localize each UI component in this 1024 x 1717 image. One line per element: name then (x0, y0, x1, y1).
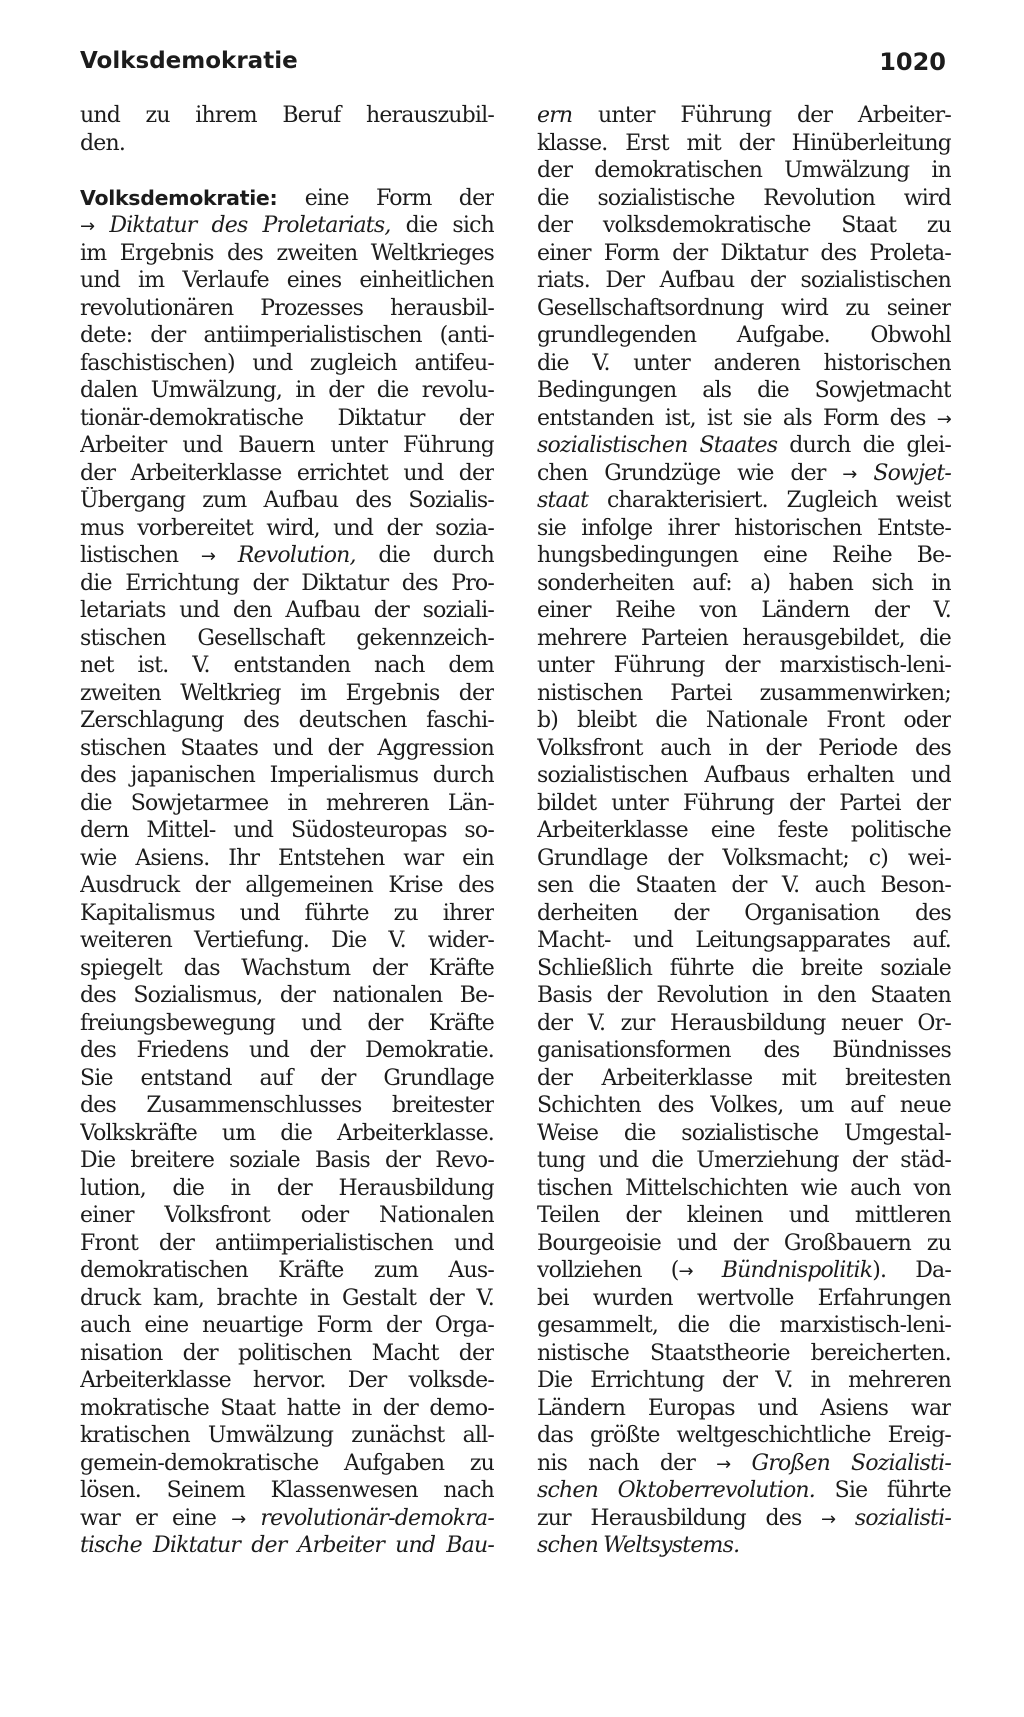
text-line: dern Mittel- und Südosteuropas so- (80, 818, 494, 843)
text-line: die V. unter anderen historischen (537, 350, 951, 376)
text-line: freiungsbewegung und der Kräfte (80, 1010, 494, 1036)
text-line: und zu ihrem Beruf herauszubil- (80, 103, 494, 128)
cross-reference-arrow-icon: → (936, 408, 951, 430)
text-line: druck kam, brachte in Gestalt der V. (80, 1285, 494, 1311)
text-line: nisation der politischen Macht der (80, 1340, 494, 1366)
text-line: wie Asiens. Ihr Entstehen war ein (80, 845, 494, 871)
cross-reference-term: Diktatur des Proletariats, (109, 213, 391, 238)
text-line: Arbeiterklasse eine feste politische (537, 818, 951, 843)
text-segment (693, 1258, 722, 1283)
text-line: dalen Umwälzung, in der die revolu- (80, 378, 494, 403)
text-line: einer Form der Diktatur des Proleta- (537, 240, 951, 266)
text-line: der V. zur Herausbildung neuer Or- (537, 1010, 951, 1036)
text-line: tung und die Umerziehung der städ- (537, 1148, 951, 1173)
text-segment: entstanden ist, ist sie als Form des (537, 405, 937, 431)
text-line: Schichten des Volkes, um auf neue (537, 1093, 951, 1118)
cross-reference-term: ern (537, 103, 573, 128)
text-line: Schließlich führte die breite soziale (537, 955, 951, 981)
text-line: Teilen der kleinen und mittleren (537, 1203, 951, 1228)
text-line: weiteren Vertiefung. Die V. wider- (80, 928, 494, 953)
cross-reference-term: Großen Sozialisti- (751, 1450, 951, 1476)
text-segment (215, 543, 238, 568)
text-line: dete: der antiimperialistischen (anti- (80, 323, 494, 348)
text-line: net ist. V. entstanden nach dem (80, 653, 494, 678)
cross-reference-term: tische Diktatur der Arbeiter und Bau- (80, 1533, 494, 1558)
text-line: tischen Mittelschichten wie auch von (537, 1175, 951, 1201)
text-line: Macht- und Leitungsapparates auf. (537, 928, 951, 953)
paragraph-gap (80, 157, 494, 185)
text-line (80, 185, 494, 213)
cross-reference-arrow-icon: → (821, 1508, 836, 1530)
text-line: ganisationsformen des Bündnisses (537, 1038, 951, 1063)
text-line: lösen. Seinem Klassenwesen nach (80, 1478, 494, 1503)
text-line: Bedingungen als die Sowjetmacht (537, 378, 951, 403)
text-line: klasse. Erst mit der Hinüberleitung (537, 130, 951, 156)
text-line: revolutionären Prozesses herausbil- (80, 295, 494, 321)
text-line: den. (80, 130, 126, 156)
text-line: die Sowjetarmee in mehreren Län- (80, 790, 494, 816)
page-header (80, 48, 946, 84)
text-line: bildet unter Führung der Partei der (537, 790, 951, 816)
text-line: gemein-demokratische Aufgaben zu (80, 1450, 494, 1476)
text-segment: eine Form der (277, 185, 494, 211)
text-line (80, 542, 494, 570)
text-segment: listischen (80, 543, 201, 568)
text-line: sozialistischen Aufbaus erhalten und (537, 763, 951, 788)
text-line (537, 432, 951, 460)
left-text-column (80, 102, 494, 1560)
text-line: grundlegenden Aufgabe. Obwohl (537, 323, 951, 348)
text-line: Bourgeoisie und der Großbauern zu (537, 1230, 951, 1256)
text-line: Weise die sozialistische Umgestal- (537, 1120, 951, 1146)
text-segment: durch die glei- (777, 433, 951, 458)
text-line (537, 460, 951, 488)
text-line: Kapitalismus und führte zu ihrer (80, 900, 494, 926)
text-line: des Friedens und der Demokratie. (80, 1038, 494, 1063)
text-line: Die Errichtung der V. in mehreren (537, 1368, 951, 1393)
text-segment: Sie führte (814, 1478, 951, 1503)
text-line: b) bleibt die Nationale Front oder (537, 708, 951, 733)
text-line: Ausdruck der allgemeinen Krise des (80, 873, 494, 898)
text-segment: charakterisiert. Zugleich weist (588, 488, 951, 513)
text-line: zweiten Weltkrieg im Ergebnis der (80, 680, 494, 706)
text-line: nistische Staatstheorie bereicherten. (537, 1340, 951, 1366)
cross-reference-term: Revolution, (237, 543, 356, 568)
text-line (537, 405, 951, 433)
text-line (80, 212, 494, 240)
text-line (537, 102, 951, 130)
text-line: Volksfront auch in der Periode des (537, 735, 951, 761)
cross-reference-arrow-icon: → (842, 463, 857, 485)
text-segment: die sich (390, 213, 494, 238)
right-text-column (537, 102, 951, 1560)
text-line: Arbeiter und Bauern unter Führung (80, 433, 494, 458)
text-segment (94, 213, 109, 238)
text-line: nistischen Partei zusammenwirken; (537, 680, 951, 706)
text-segment: ). Da- (872, 1258, 951, 1283)
text-segment (857, 461, 874, 486)
text-line: der Arbeiterklasse errichtet und der (80, 460, 494, 486)
text-line: und im Verlaufe eines einheitlichen (80, 268, 494, 293)
cross-reference-term: sozialisti- (854, 1505, 951, 1531)
text-line: stischen Staates und der Aggression (80, 735, 494, 761)
text-line: Gesellschaftsordnung wird zu seiner (537, 295, 951, 321)
text-line: stischen Gesellschaft gekennzeich- (80, 625, 494, 651)
text-segment: vollziehen ( (537, 1258, 679, 1283)
text-line: des Zusammenschlusses breitester (80, 1093, 494, 1118)
text-line: Grundlage der Volksmacht; c) wei- (537, 845, 951, 871)
text-line: hungsbedingungen eine Reihe Be- (537, 543, 951, 568)
cross-reference-term: staat (537, 488, 589, 513)
text-line: sonderheiten auf: a) haben sich in (537, 570, 951, 596)
text-line: Volkskräfte um die Arbeiterklasse. (80, 1120, 494, 1146)
text-line (80, 1532, 494, 1560)
cross-reference-term: Bündnispolitik (721, 1258, 873, 1283)
text-line: sie infolge ihrer historischen Entste- (537, 515, 951, 541)
text-segment: nis nach der (537, 1450, 717, 1476)
text-line: tionär-demokratische Diktatur der (80, 405, 494, 431)
text-line: Front der antiimperialistischen und (80, 1230, 494, 1256)
text-line: riats. Der Aufbau der sozialistischen (537, 268, 951, 293)
text-line: kratischen Umwälzung zunächst all- (80, 1423, 494, 1448)
cross-reference-term: sozialistischen Staates (537, 433, 778, 458)
text-line: sen die Staaten der V. auch Beson- (537, 873, 951, 898)
text-line: gesammelt, die die marxistisch-leni- (537, 1313, 951, 1338)
text-segment: chen Grundzüge wie der (537, 460, 843, 486)
text-line: unter Führung der marxistisch-leni- (537, 653, 951, 678)
entry-headword: Volksdemokratie: (80, 185, 278, 210)
text-line: derheiten der Organisation des (537, 900, 951, 926)
text-line: Ländern Europas und Asiens war (537, 1395, 951, 1421)
text-line: das größte weltgeschichtliche Ereig- (537, 1423, 951, 1448)
text-line: im Ergebnis des zweiten Weltkrieges (80, 240, 494, 266)
text-line: Zerschlagung des deutschen faschi- (80, 708, 494, 733)
text-line: der volksdemokratische Staat zu (537, 213, 951, 238)
text-line (537, 1505, 951, 1533)
text-line: einer Reihe von Ländern der V. (537, 598, 951, 623)
text-line (537, 1450, 951, 1478)
text-line: der demokratischen Umwälzung in (537, 158, 951, 183)
text-segment (835, 1506, 855, 1531)
text-line (537, 1257, 951, 1285)
text-line: letariats und den Aufbau der soziali- (80, 598, 494, 623)
page-number: 1020 (879, 48, 946, 76)
text-segment (245, 1506, 260, 1531)
cross-reference-arrow-icon: → (200, 546, 216, 567)
text-line: Arbeiterklasse hervor. Der volksde- (80, 1368, 494, 1393)
text-line: auch eine neuartige Form der Orga- (80, 1313, 494, 1338)
text-line: Sie entstand auf der Grundlage (80, 1065, 494, 1091)
cross-reference-term: schen Oktoberrevolution. (537, 1478, 815, 1503)
text-line: mehrere Parteien herausgebildet, die (537, 625, 951, 651)
text-line: der Arbeiterklasse mit breitesten (537, 1065, 951, 1091)
cross-reference-term: revolutionär-demokra- (260, 1505, 494, 1531)
text-line: mokratische Staat hatte in der demo- (80, 1395, 494, 1421)
cross-reference-arrow-icon: → (678, 1261, 693, 1282)
text-line: Die breitere soziale Basis der Revo- (80, 1148, 494, 1173)
text-segment: unter Führung der Arbeiter- (572, 103, 951, 128)
running-head-term: Volksdemokratie (80, 48, 298, 74)
text-line: spiegelt das Wachstum der Kräfte (80, 955, 494, 981)
cross-reference-term: schen Weltsystems. (537, 1533, 740, 1558)
cross-reference-arrow-icon: → (716, 1453, 731, 1475)
text-line: des Sozialismus, der nationalen Be- (80, 983, 494, 1008)
text-line: des japanischen Imperialismus durch (80, 763, 494, 788)
text-line: die Errichtung der Diktatur des Pro- (80, 570, 494, 596)
text-segment (730, 1451, 751, 1476)
text-line (537, 487, 951, 515)
text-line: die sozialistische Revolution wird (537, 185, 951, 211)
text-line (80, 1505, 494, 1533)
text-line: faschistischen) und zugleich antifeu- (80, 350, 494, 376)
text-line: Übergang zum Aufbau des Sozialis- (80, 488, 494, 513)
text-line: einer Volksfront oder Nationalen (80, 1203, 494, 1228)
text-line: Basis der Revolution in den Staaten (537, 983, 951, 1008)
cross-reference-arrow-icon: → (231, 1508, 246, 1530)
text-line (537, 1477, 951, 1505)
text-line: bei wurden wertvolle Erfahrungen (537, 1285, 951, 1311)
text-line (537, 1532, 951, 1560)
text-line: lution, die in der Herausbildung (80, 1175, 494, 1201)
text-segment: zur Herausbildung des (537, 1505, 822, 1531)
text-line: demokratischen Kräfte zum Aus- (80, 1258, 494, 1283)
cross-reference-arrow-icon: → (80, 216, 95, 237)
text-line: mus vorbereitet wird, und der sozia- (80, 515, 494, 541)
text-segment: die durch (355, 543, 494, 568)
cross-reference-term: Sowjet- (873, 460, 951, 486)
text-segment: war er eine (80, 1505, 232, 1531)
